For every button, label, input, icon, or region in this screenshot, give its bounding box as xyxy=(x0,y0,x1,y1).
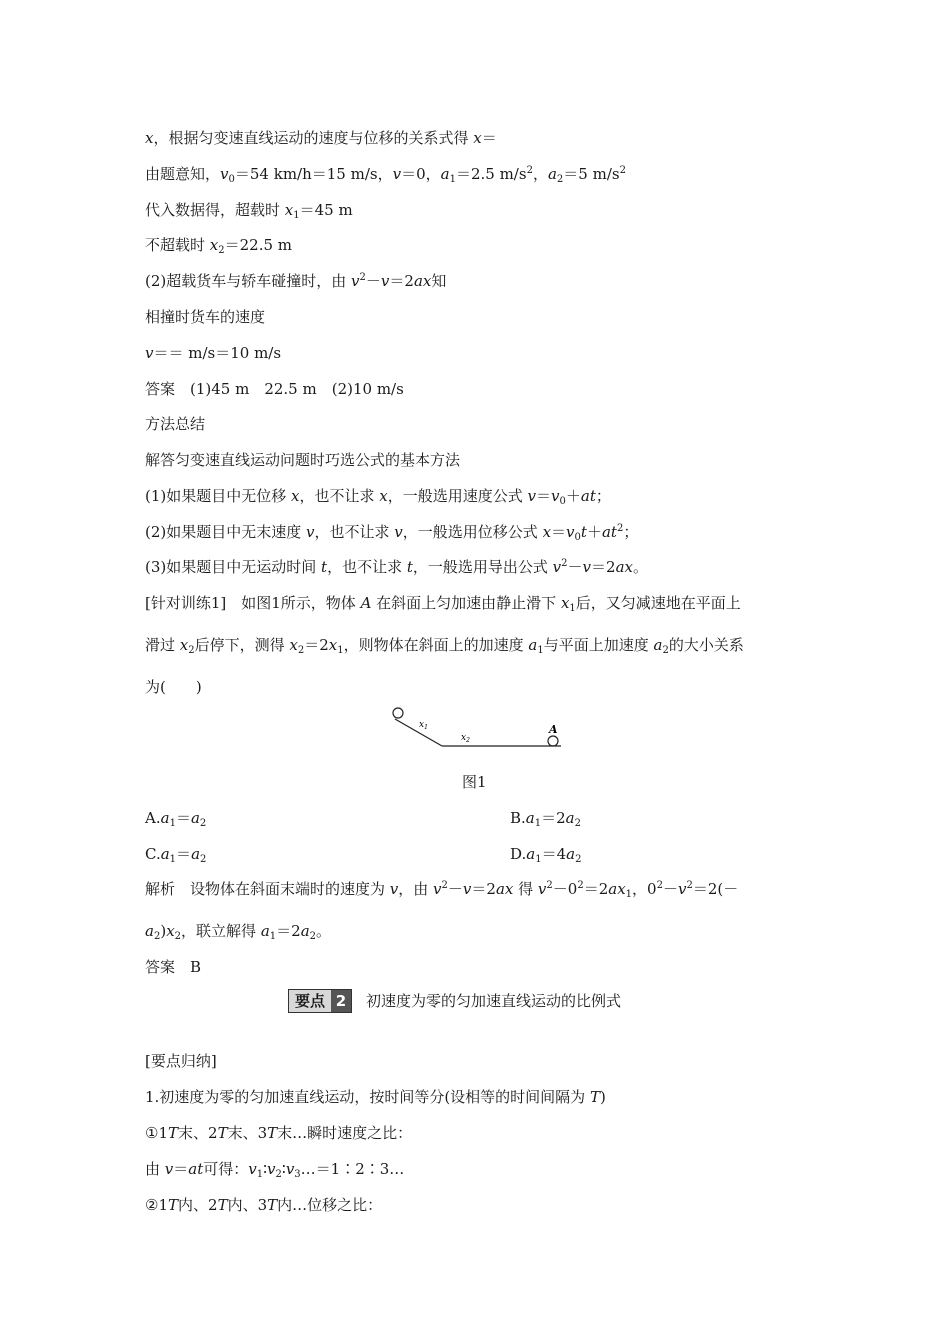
option-c: $C.a_1=a_2$ xyxy=(145,845,207,865)
text-line: 1.初速度为零的匀加速直线运动，按时间等分(设相等的时间间隔为 T) xyxy=(145,1088,606,1106)
text-line: [要点归纳] xyxy=(145,1052,217,1070)
text-line: 解答匀变速直线运动问题时巧选公式的基本方法 xyxy=(145,451,461,469)
question-line: 为( ) xyxy=(145,678,202,696)
text-line: ②1T内、2T内、3T内…位移之比： xyxy=(145,1196,383,1214)
figure-caption: 图1 xyxy=(462,773,487,791)
key-point-label: 要点 xyxy=(289,990,331,1012)
solution-line: 解析 设物体在斜面末端时的速度为 v，由 $v^2-v=2ax$ 得 $v^2-0^2=2ax_1$，$0^2-v^2=2(-$ xyxy=(145,880,739,900)
question-line: 滑过 $x_2$后停下，测得 $x_2=2x_1$，则物体在斜面上的加速度 $a_1$与平面上加速度 $a_2$的大小关系 xyxy=(145,636,744,656)
text-line: (2)如果题目中无末速度 v，也不让求 v，一般选用位移公式 $x=v_0t+at^2$； xyxy=(145,523,639,543)
option-b: $B.a_1=2a_2$ xyxy=(510,809,581,829)
answer-line: 答案 (1)45 m 22.5 m (2)10 m/s xyxy=(145,380,404,398)
key-point-badge xyxy=(288,989,352,1013)
text-line: 不超载时 $x_2=22.5$ m xyxy=(145,236,293,256)
text-line: (3)如果题目中无运动时间 t，也不让求 t，一般选用导出公式 $v^2-v=2ax$。 xyxy=(145,558,648,576)
option-d: $D.a_1=4a_2$ xyxy=(510,845,582,865)
key-point-title: 初速度为零的匀加速直线运动的比例式 xyxy=(366,992,622,1010)
label-a: A xyxy=(549,723,558,736)
question-line: [针对训练1] 如图1所示，物体 A 在斜面上匀加速由静止滑下 $x_1$后，又匀减速地在平面上 xyxy=(145,594,741,614)
text-line: 相撞时货车的速度 xyxy=(145,308,266,326)
section-heading: 方法总结 xyxy=(145,415,206,433)
answer-line: 答案 B xyxy=(145,958,202,976)
text-line: 由 v＝at可得：$v_1∶v_2∶v_3\dots=1∶2∶3\dots$ xyxy=(145,1160,405,1180)
text-line: 由题意知，$v_0=54$ km/h＝15 m/s，v＝0，$a_1=2.5$ $m/s^2$，$a_2=5$ $m/s^2$ xyxy=(145,165,626,185)
key-point-number: 2 xyxy=(331,990,351,1012)
text-line: (1)如果题目中无位移 x，也不让求 x，一般选用速度公式 $v=v_0+at$； xyxy=(145,487,611,507)
solution-line: $a_2)x_2$，联立解得 $a_1=2a_2$。 xyxy=(145,922,332,942)
ball-start xyxy=(393,708,403,718)
option-a: $A.a_1=a_2$ xyxy=(145,809,207,829)
label-x1: $x_1$ xyxy=(419,720,428,731)
label-x2: $x_2$ xyxy=(461,733,470,744)
incline-figure xyxy=(385,704,575,752)
text-line: 代入数据得，超载时 $x_1=45$ m xyxy=(145,201,353,221)
text-line: (2)超载货车与轿车碰撞时，由 $v^2-v=2ax$知 xyxy=(145,272,447,290)
text-line: ①1T末、2T末、3T末…瞬时速度之比： xyxy=(145,1124,413,1142)
text-line: x，根据匀变速直线运动的速度与位移的关系式得 x＝ xyxy=(145,129,497,147)
ball-a xyxy=(548,736,558,746)
key-point-banner xyxy=(288,990,621,1012)
text-line: v＝＝ m/s＝10 m/s xyxy=(145,344,282,362)
